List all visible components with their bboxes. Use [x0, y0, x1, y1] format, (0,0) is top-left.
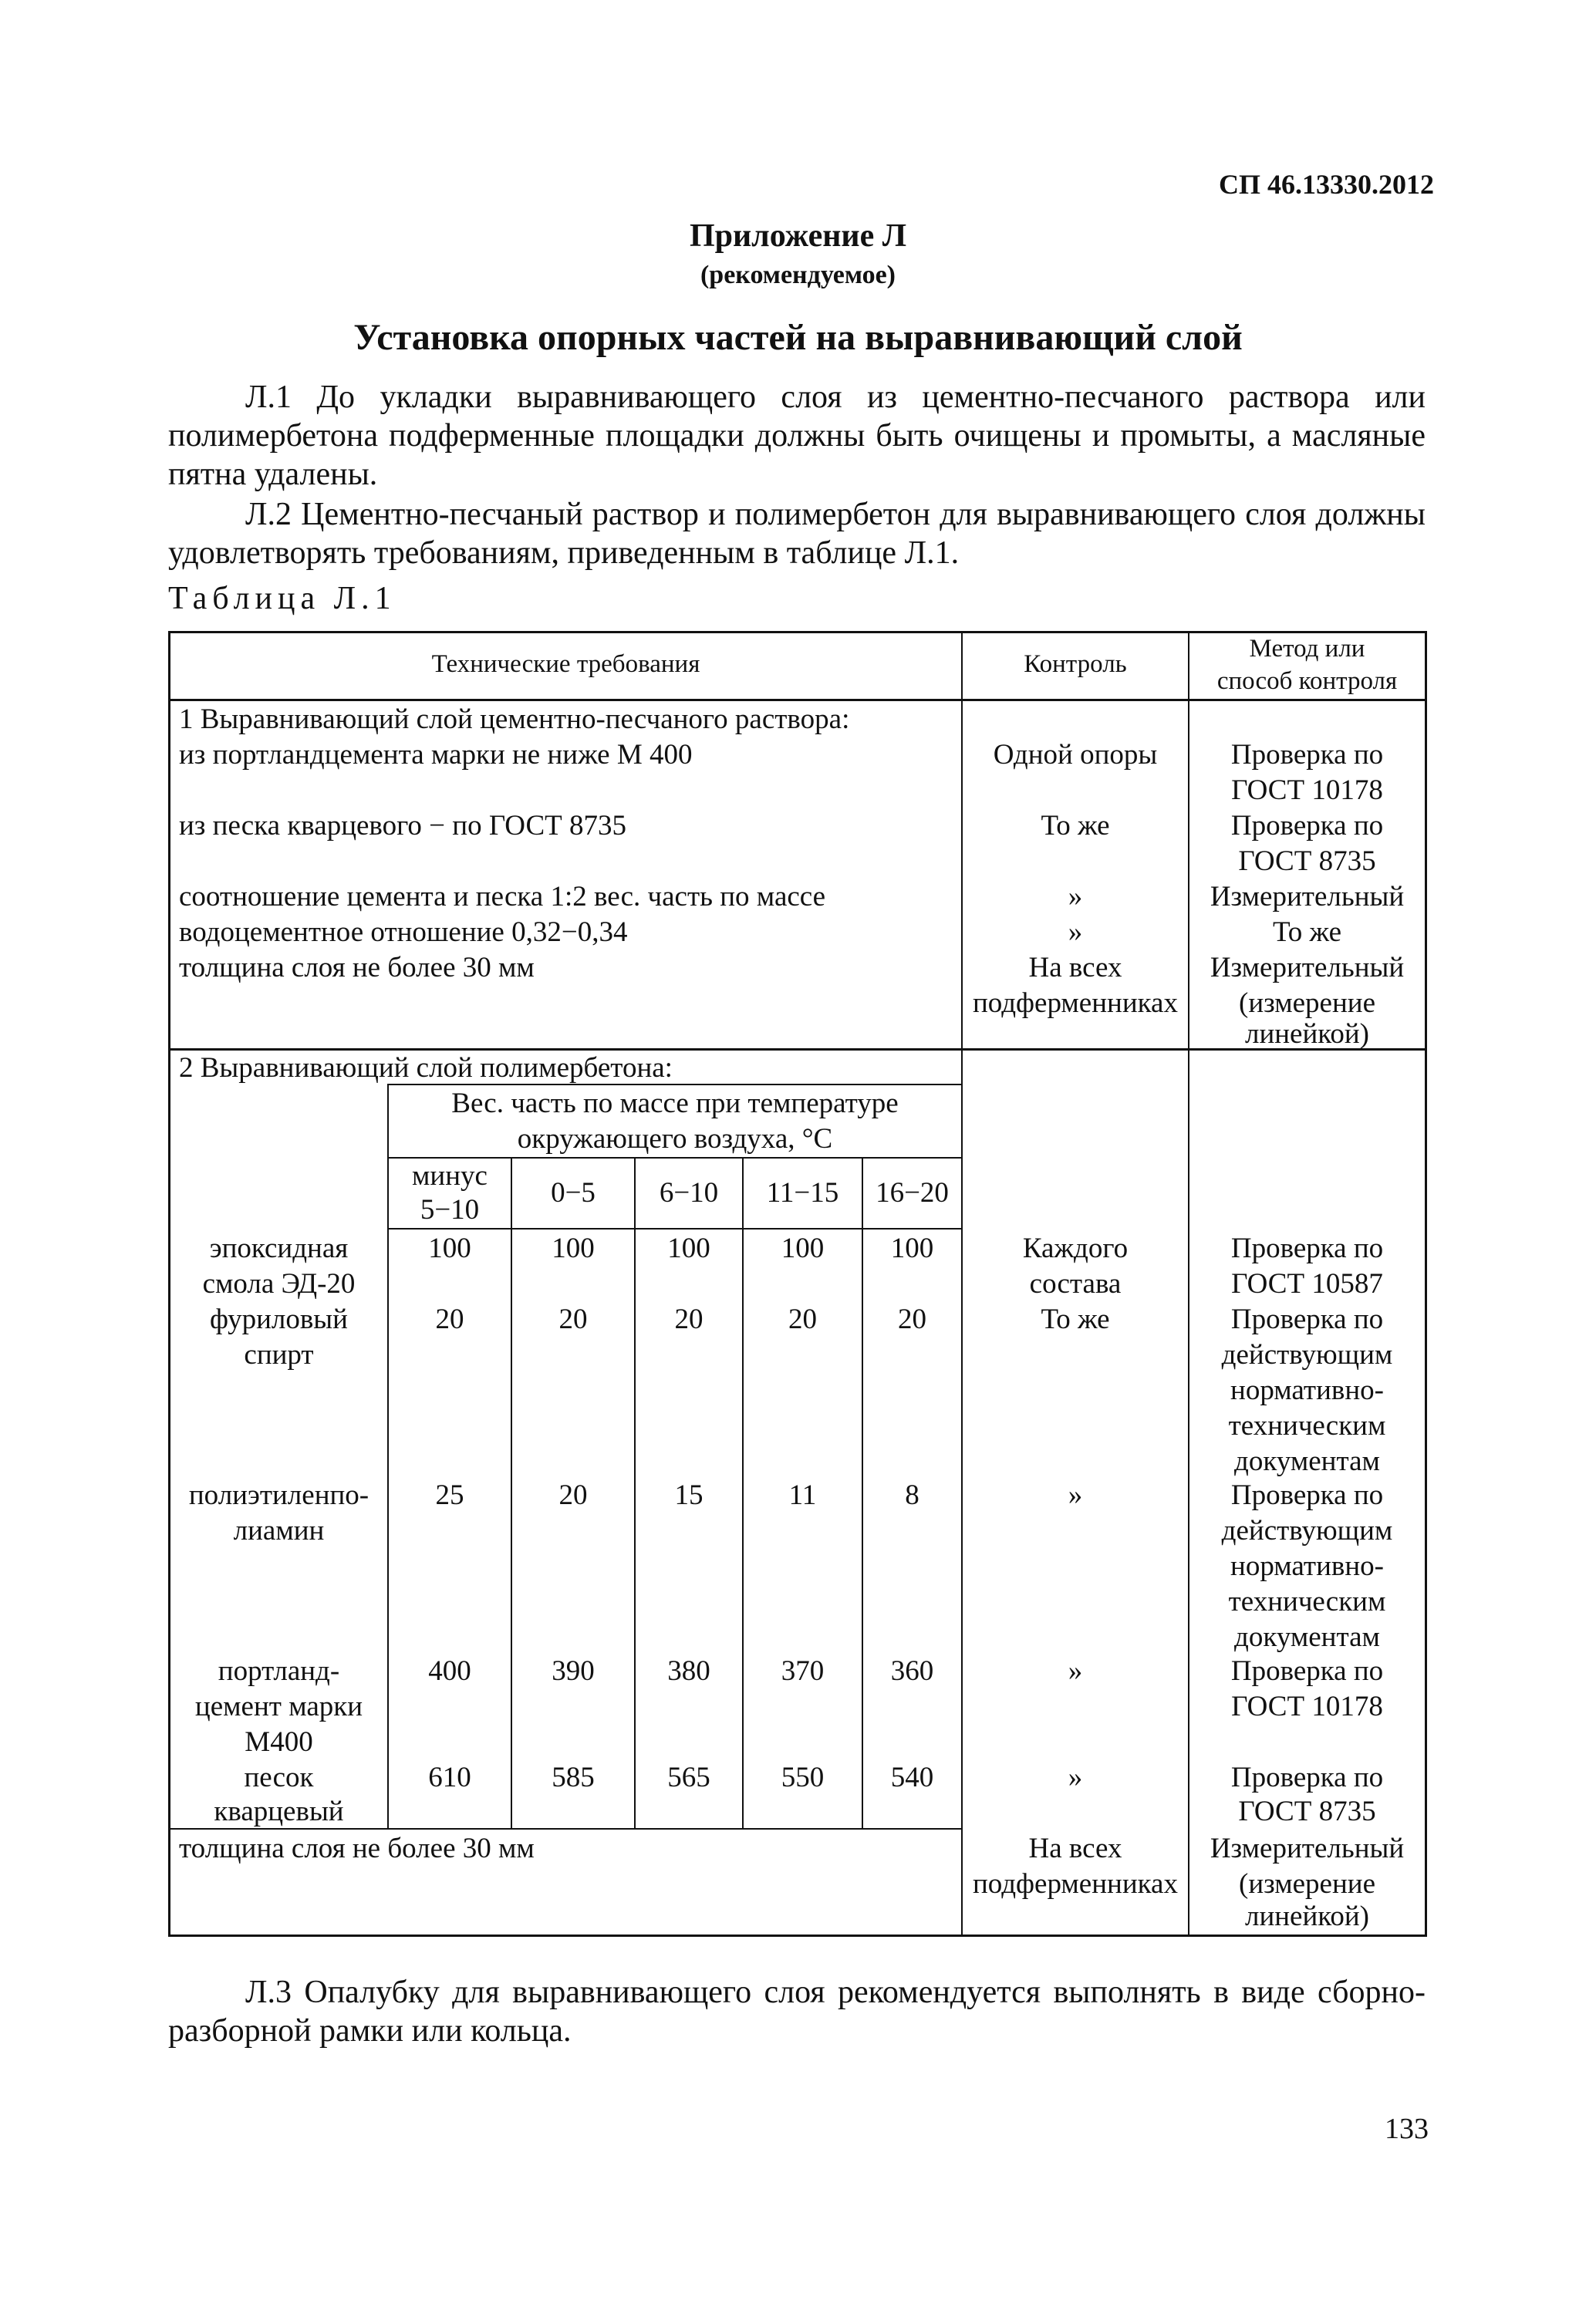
- paragraph-l1: Л.1 До укладки выравнивающего слоя из цементно-песчаного раствора или полимербетона подферменные площадки должны быть очищены и промыты, а масляные пятна удалены.: [168, 379, 1426, 492]
- paragraph-l3: Л.3 Опалубку для выравнивающего слоя рекомендуется выполнять в виде сборно-разборной рамки или кольца.: [168, 1975, 1426, 2049]
- component-name: фуриловый: [210, 1304, 348, 1335]
- component-value: 20: [674, 1304, 704, 1335]
- table-caption: Таблица Л.1: [168, 581, 396, 616]
- section1-row1-method: Проверка по: [1230, 739, 1384, 771]
- component-value: 565: [667, 1762, 710, 1793]
- component-method: ГОСТ 8735: [1238, 1796, 1376, 1827]
- table-line: [388, 1228, 962, 1230]
- thickness-control: подферменниках: [973, 1868, 1178, 1900]
- thickness-method: Измерительный: [1210, 1833, 1405, 1864]
- component-value: 550: [781, 1762, 825, 1793]
- temp-col-header: 5−10: [420, 1194, 480, 1226]
- component-value: 20: [898, 1304, 926, 1335]
- section1-row2-method: Проверка по: [1230, 810, 1384, 842]
- component-method: ГОСТ 10587: [1231, 1268, 1383, 1300]
- component-method: действующим: [1221, 1515, 1393, 1547]
- section1-row2-req: из песка кварцевого − по ГОСТ 8735: [179, 810, 626, 842]
- page-number: 133: [1385, 2113, 1429, 2145]
- component-value: 370: [781, 1655, 825, 1687]
- component-name: цемент марки: [194, 1691, 363, 1722]
- component-method: Проверка по: [1230, 1762, 1384, 1793]
- component-method: нормативно-: [1230, 1550, 1384, 1582]
- component-name: М400: [245, 1726, 313, 1758]
- component-name: портланд-: [218, 1655, 340, 1687]
- thickness-control: На всех: [1028, 1833, 1122, 1864]
- component-name: эпоксидная: [209, 1233, 349, 1264]
- section1-title: 1 Выравнивающий слой цементно-песчаного раствора:: [179, 703, 850, 735]
- component-control: состава: [1029, 1268, 1122, 1300]
- header-requirements: Технические требования: [431, 650, 700, 678]
- component-control: »: [1068, 1655, 1083, 1687]
- component-method: техническим: [1228, 1410, 1386, 1442]
- component-value: 20: [435, 1304, 464, 1335]
- temp-col-header: минус: [412, 1160, 488, 1192]
- component-value: 100: [781, 1233, 825, 1264]
- section1-row2-control: То же: [1041, 810, 1110, 842]
- section1-row3-method: Измерительный: [1210, 881, 1405, 912]
- temp-col-header: 16−20: [876, 1177, 949, 1209]
- temp-col-header: 0−5: [551, 1177, 596, 1209]
- component-method: нормативно-: [1230, 1375, 1384, 1406]
- component-value: 610: [428, 1762, 471, 1793]
- paragraph-l2: Л.2 Цементно-песчаный раствор и полимербетон для выравнивающего слоя должны удовлетворять требованиям, приведенным в таблице Л.1.: [168, 497, 1426, 571]
- component-name: спирт: [244, 1339, 314, 1371]
- thickness-req: толщина слоя не более 30 мм: [179, 1833, 535, 1864]
- component-value: 380: [667, 1655, 710, 1687]
- component-value: 15: [674, 1479, 704, 1511]
- appendix-title: Приложение Л: [689, 218, 907, 254]
- section1-row5-control: На всех: [1028, 952, 1122, 983]
- component-name: песок: [244, 1762, 314, 1793]
- temp-header: окружающего воздуха, °С: [517, 1123, 833, 1155]
- table-line: [168, 1935, 1427, 1937]
- section1-row2-method: ГОСТ 8735: [1238, 845, 1376, 877]
- component-value: 100: [552, 1233, 595, 1264]
- section1-row3-control: »: [1068, 881, 1083, 912]
- appendix-subtitle: (рекомендуемое): [700, 261, 896, 289]
- section-heading: Установка опорных частей на выравнивающий слой: [353, 317, 1243, 358]
- thickness-method: линейкой): [1244, 1901, 1369, 1932]
- section2-title: 2 Выравнивающий слой полимербетона:: [179, 1052, 673, 1084]
- header-method-line1: Метод или: [1249, 635, 1365, 663]
- component-method: ГОСТ 10178: [1231, 1691, 1383, 1722]
- temp-col-header: 6−10: [659, 1177, 719, 1209]
- section1-row5-method: линейкой): [1244, 1018, 1369, 1050]
- header-method-line2: способ контроля: [1216, 667, 1398, 695]
- section1-row4-control: »: [1068, 916, 1083, 948]
- table-line: [1425, 631, 1427, 1937]
- component-method: Проверка по: [1230, 1479, 1384, 1511]
- section1-row1-req: из портландцемента марки не ниже М 400: [179, 739, 693, 771]
- section1-row4-req: водоцементное отношение 0,32−0,34: [179, 916, 628, 948]
- table-line: [168, 699, 1427, 701]
- component-value: 20: [558, 1479, 588, 1511]
- component-name: полиэтиленпо-: [188, 1479, 369, 1511]
- temp-header: Вес. часть по массе при температуре: [451, 1088, 899, 1119]
- component-method: документам: [1234, 1621, 1380, 1653]
- section1-row5-method: Измерительный: [1210, 952, 1405, 983]
- section1-row4-method: То же: [1272, 916, 1342, 948]
- component-value: 360: [890, 1655, 934, 1687]
- section1-row5-req: толщина слоя не более 30 мм: [179, 952, 535, 983]
- component-method: Проверка по: [1230, 1233, 1384, 1264]
- component-method: Проверка по: [1230, 1304, 1384, 1335]
- component-value: 585: [552, 1762, 595, 1793]
- section1-row3-req: соотношение цемента и песка 1:2 вес. часть по массе: [179, 881, 826, 912]
- component-value: 25: [435, 1479, 464, 1511]
- section1-row1-control: Одной опоры: [993, 739, 1158, 771]
- component-method: документам: [1234, 1445, 1380, 1477]
- component-value: 20: [788, 1304, 817, 1335]
- component-control: »: [1068, 1762, 1083, 1793]
- component-value: 100: [667, 1233, 710, 1264]
- section1-row5-method: (измерение: [1239, 987, 1375, 1019]
- component-value: 20: [558, 1304, 588, 1335]
- component-value: 400: [428, 1655, 471, 1687]
- thickness-method: (измерение: [1239, 1868, 1375, 1900]
- component-value: 100: [428, 1233, 471, 1264]
- component-value: 390: [552, 1655, 595, 1687]
- component-method: действующим: [1221, 1339, 1393, 1371]
- component-method: техническим: [1228, 1586, 1386, 1617]
- header-control: Контроль: [1024, 650, 1127, 678]
- section1-row5-control: подферменниках: [973, 987, 1178, 1019]
- component-value: 100: [890, 1233, 934, 1264]
- temp-col-header: 11−15: [766, 1177, 839, 1209]
- component-name: кварцевый: [214, 1796, 344, 1827]
- component-control: То же: [1041, 1304, 1110, 1335]
- component-value: 11: [788, 1479, 817, 1511]
- component-name: смола ЭД-20: [202, 1268, 356, 1300]
- component-method: Проверка по: [1230, 1655, 1384, 1687]
- component-name: лиамин: [233, 1515, 325, 1547]
- component-control: Каждого: [1022, 1233, 1129, 1264]
- component-value: 540: [890, 1762, 934, 1793]
- component-control: »: [1068, 1479, 1083, 1511]
- document-number: СП 46.13330.2012: [1219, 169, 1434, 200]
- section1-row1-method: ГОСТ 10178: [1231, 774, 1383, 806]
- component-value: 8: [905, 1479, 919, 1511]
